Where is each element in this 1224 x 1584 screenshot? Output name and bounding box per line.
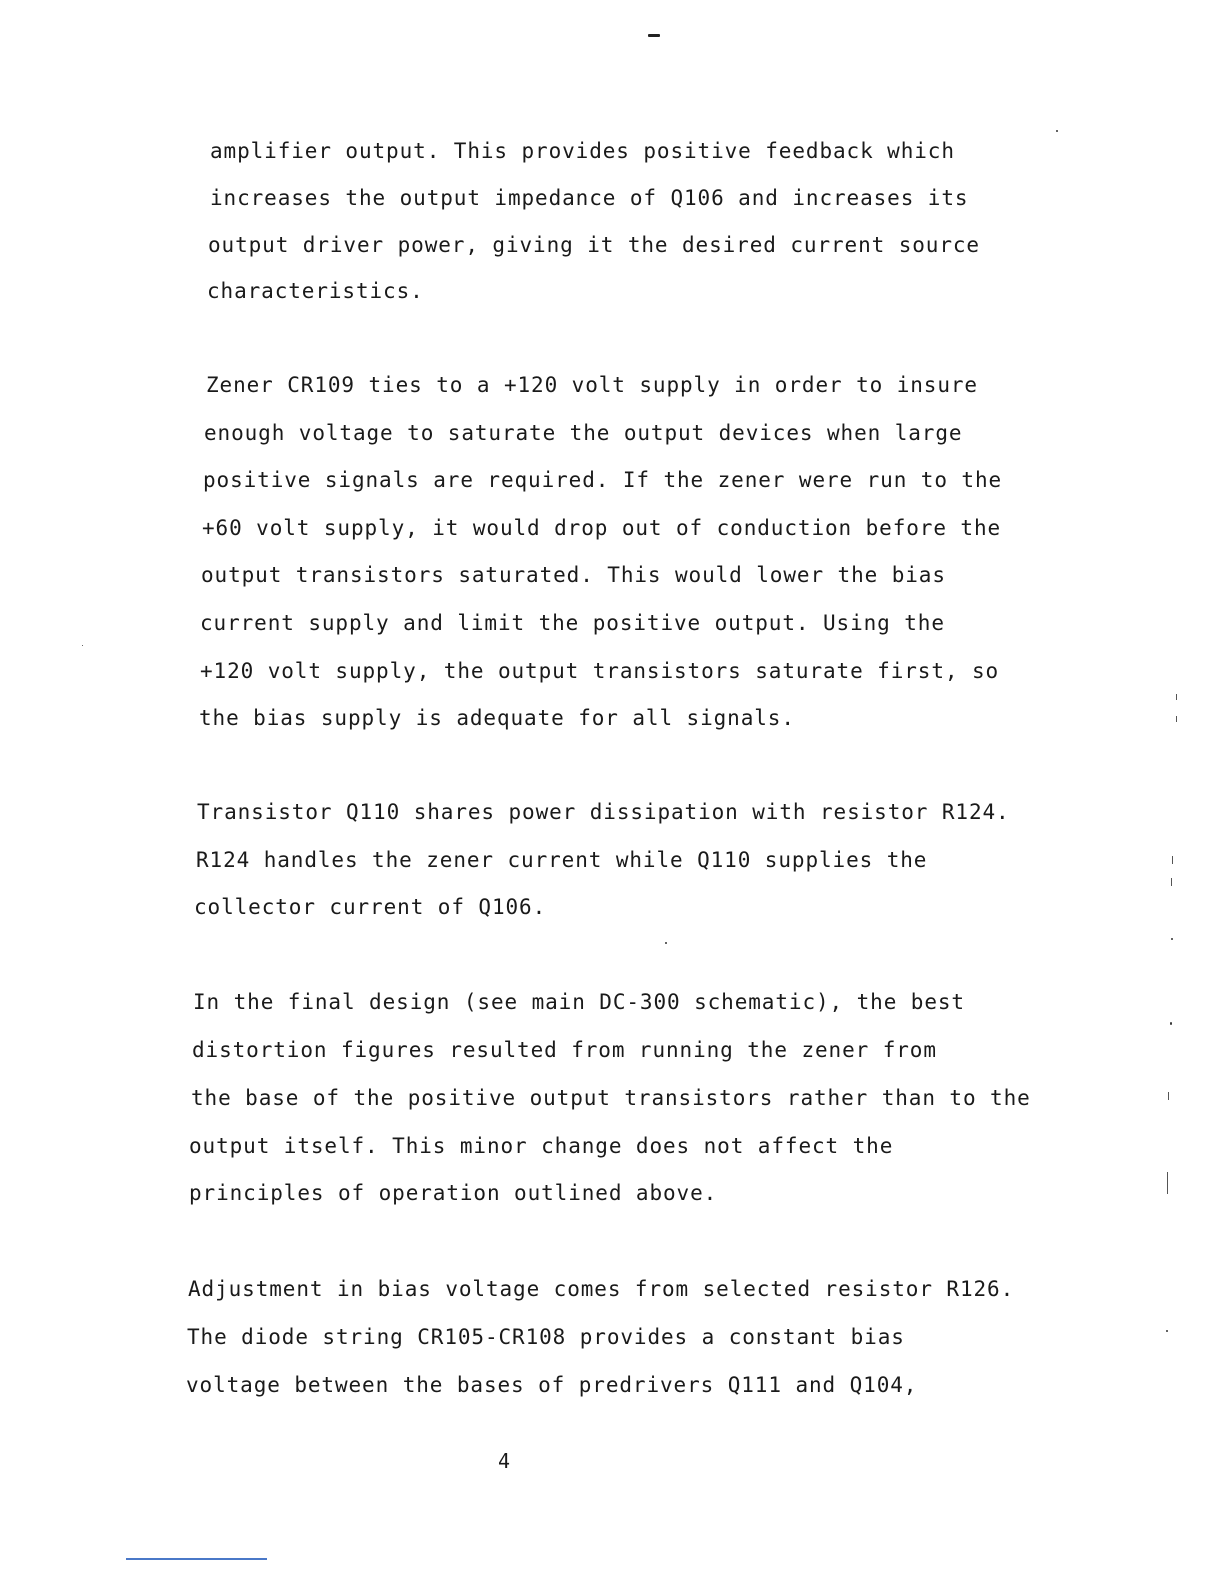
text-line: positive signals are required. If the zener were run to the bbox=[203, 468, 1003, 492]
scan-speck bbox=[1056, 130, 1058, 132]
scan-mark bbox=[1176, 694, 1177, 700]
scan-speck bbox=[665, 942, 667, 944]
text-line: output transistors saturated. This would lower the bias bbox=[201, 563, 946, 587]
page-number: 4 bbox=[498, 1449, 511, 1473]
text-line: collector current of Q106. bbox=[194, 895, 547, 919]
scan-mark bbox=[1172, 856, 1173, 864]
text-line: principles of operation outlined above. bbox=[189, 1181, 718, 1205]
text-line: Adjustment in bias voltage comes from selected resistor R126. bbox=[188, 1277, 1015, 1301]
text-line: Zener CR109 ties to a +120 volt supply in order to insure bbox=[206, 373, 978, 397]
text-line: characteristics. bbox=[207, 279, 424, 303]
text-line: In the final design (see main DC-300 schematic), the best bbox=[193, 990, 965, 1014]
scan-speck bbox=[1166, 1330, 1168, 1332]
text-line: output driver power, giving it the desired current source bbox=[208, 233, 980, 257]
text-line: output itself. This minor change does not affect the bbox=[189, 1134, 894, 1158]
text-line: increases the output impedance of Q106 and increases its bbox=[210, 186, 969, 210]
text-line: the base of the positive output transistors rather than to the bbox=[191, 1086, 1031, 1110]
scan-speck bbox=[1170, 1022, 1172, 1025]
scan-mark bbox=[648, 34, 660, 37]
scan-mark bbox=[1168, 1092, 1169, 1100]
text-line: Transistor Q110 shares power dissipation with resistor R124. bbox=[197, 800, 1010, 824]
text-line: The diode string CR105-CR108 provides a constant bias bbox=[187, 1325, 905, 1349]
scan-mark bbox=[1167, 1172, 1168, 1194]
bottom-rule bbox=[126, 1558, 267, 1560]
text-line: +120 volt supply, the output transistors saturate first, so bbox=[200, 659, 1000, 683]
scan-mark bbox=[1171, 878, 1172, 886]
text-line: current supply and limit the positive output. Using the bbox=[200, 611, 945, 635]
text-line: amplifier output. This provides positive feedback which bbox=[210, 139, 955, 163]
scan-speck bbox=[82, 645, 83, 646]
text-line: distortion figures resulted from running the zener from bbox=[192, 1038, 937, 1062]
text-line: +60 volt supply, it would drop out of conduction before the bbox=[202, 516, 1002, 540]
text-line: voltage between the bases of predrivers Q111 and Q104, bbox=[186, 1373, 918, 1397]
scan-mark bbox=[1176, 716, 1177, 722]
text-line: R124 handles the zener current while Q110 supplies the bbox=[196, 848, 928, 872]
text-line: enough voltage to saturate the output devices when large bbox=[204, 421, 963, 445]
text-line: the bias supply is adequate for all signals. bbox=[199, 706, 795, 730]
scan-speck bbox=[1171, 938, 1173, 940]
